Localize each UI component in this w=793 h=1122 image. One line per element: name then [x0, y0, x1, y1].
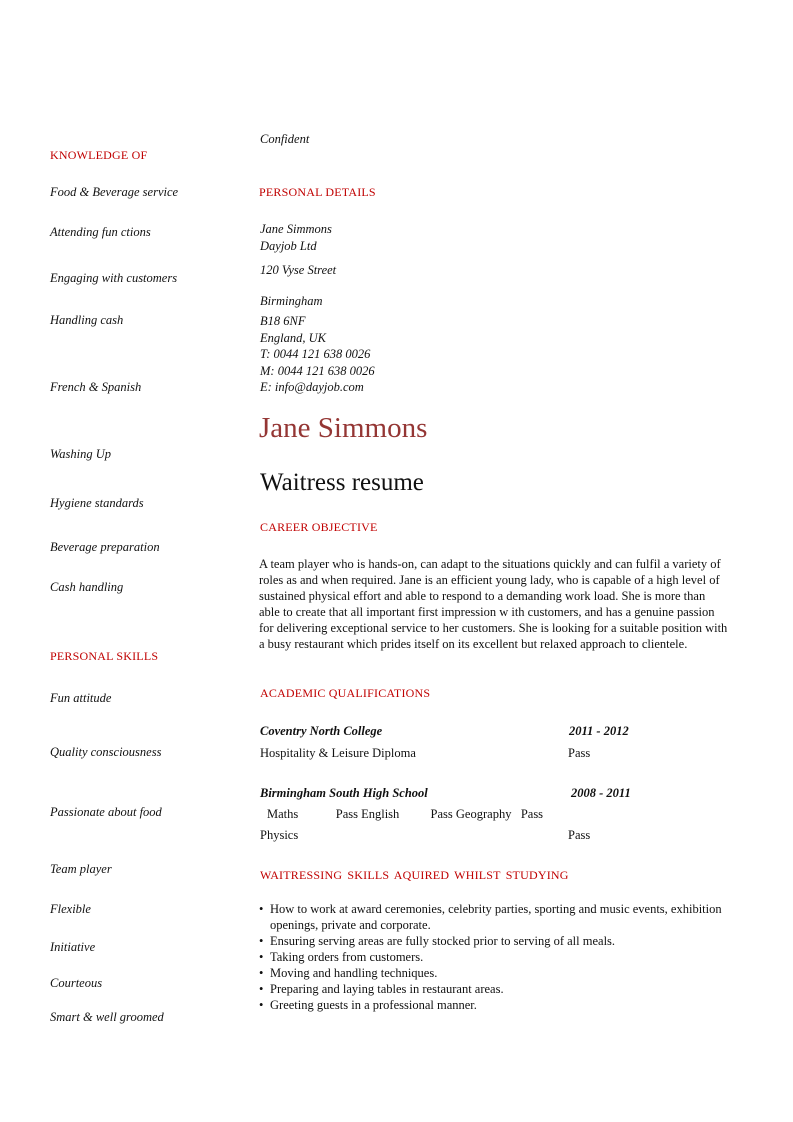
list-item: • Ensuring serving areas are fully stocked prior to serving of all meals.	[259, 934, 616, 948]
skill-item: Initiative	[50, 940, 96, 954]
skill-item: Courteous	[50, 976, 103, 990]
knowledge-item: Engaging with customers	[50, 271, 178, 285]
personal-details-heading: PERSONAL DETAILS	[259, 185, 376, 199]
list-item: • Moving and handling techniques.	[259, 966, 438, 980]
list-item: • Preparing and laying tables in restaurant areas.	[259, 982, 504, 996]
bullet-icon: •	[259, 934, 264, 948]
academic-heading: ACADEMIC QUALIFICATIONS	[260, 686, 431, 700]
skill-item: Quality consciousness	[50, 745, 162, 759]
waitressing-heading: WAITRESSING SKILLS AQUIRED WHILST STUDYING	[260, 868, 569, 882]
school-subjects: Maths Pass English Pass Geography Pass	[267, 807, 544, 821]
school-physics-result: Pass	[568, 828, 591, 842]
college-result: Pass	[568, 746, 591, 760]
confident-text: Confident	[260, 132, 310, 146]
list-item: • Taking orders from customers.	[259, 950, 424, 964]
bullet-icon: •	[259, 966, 264, 980]
resume-name: Jane Simmons	[259, 412, 428, 444]
knowledge-item: Cash handling	[50, 580, 124, 594]
waitressing-skills-list	[258, 901, 728, 1013]
career-objective-heading: CAREER OBJECTIVE	[260, 520, 378, 534]
college-course: Hospitality & Leisure Diploma	[260, 746, 416, 760]
school-name: Birmingham South High School	[260, 786, 428, 800]
bullet-icon: •	[259, 902, 264, 916]
skill-item: Flexible	[50, 902, 91, 916]
skill-item: Smart & well groomed	[50, 1010, 164, 1024]
contact-postcode: B18 6NF	[260, 314, 306, 328]
contact-mobile: M: 0044 121 638 0026	[260, 364, 375, 378]
school-years: 2008 - 2011	[571, 786, 631, 800]
resume-title: Waitress resume	[260, 469, 424, 496]
college-years: 2011 - 2012	[569, 724, 629, 738]
personal-skills-heading: PERSONAL SKILLS	[50, 649, 159, 663]
knowledge-item: French & Spanish	[50, 380, 142, 394]
knowledge-item: Hygiene standards	[50, 496, 144, 510]
college-name: Coventry North College	[260, 724, 383, 738]
list-item: • How to work at award ceremonies, celebrity parties, sporting and music events, exhibition openings, private and corporate.	[259, 902, 722, 932]
knowledge-item: Food & Beverage service	[50, 185, 179, 199]
bullet-icon: •	[259, 998, 264, 1012]
knowledge-item: Handling cash	[50, 313, 124, 327]
contact-country: England, UK	[260, 331, 326, 345]
contact-email: E: info@dayjob.com	[260, 380, 364, 394]
skill-item: Fun attitude	[50, 691, 112, 705]
career-objective-text: A team player who is hands-on, can adapt to the situations quickly and can fulfil a variety of roles as and when required. Jane is an efficient young lady, who is capable of a high level of sustained physical effort and able to respond to a demanding work load. She is more than able to create that all important first impression w ith customers, and has a genuine passion for delivering exceptional service to her customers. She is looking for a suitable position with a busy restaurant which prides itself on its excellent but relaxed approach to clientele.	[259, 557, 728, 651]
knowledge-item: Beverage preparation	[50, 540, 160, 554]
bullet-icon: •	[259, 982, 264, 996]
skill-item: Team player	[50, 862, 112, 876]
contact-street: 120 Vyse Street	[260, 263, 337, 277]
knowledge-item: Washing Up	[50, 447, 112, 461]
skill-item: Passionate about food	[50, 805, 162, 819]
bullet-icon: •	[259, 950, 264, 964]
list-item: • Greeting guests in a professional manner.	[259, 998, 477, 1012]
contact-company: Dayjob Ltd	[260, 239, 317, 253]
contact-phone: T: 0044 121 638 0026	[260, 347, 371, 361]
knowledge-heading: KNOWLEDGE OF	[50, 148, 148, 162]
knowledge-item: Attending fun ctions	[50, 225, 151, 239]
contact-name: Jane Simmons	[260, 222, 332, 236]
school-physics: Physics	[260, 828, 299, 842]
contact-city: Birmingham	[260, 294, 323, 308]
